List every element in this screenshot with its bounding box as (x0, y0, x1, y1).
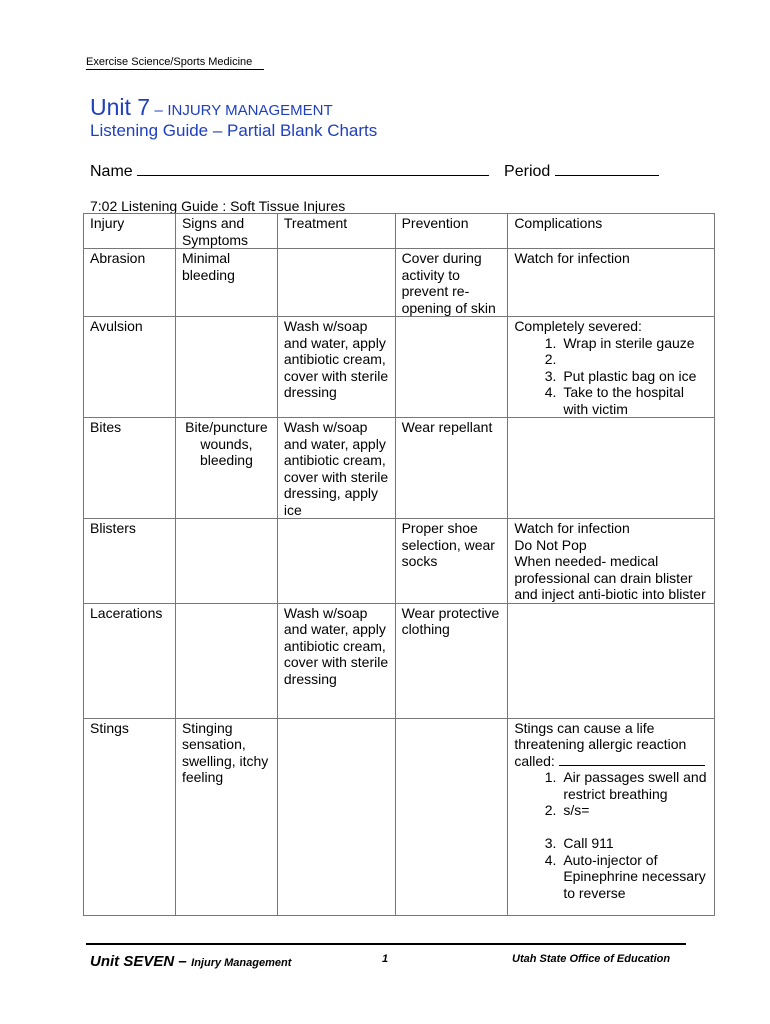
list-item: 4. Auto-injector of Epinephrine necessary to reverse (560, 852, 708, 902)
complication-line: Watch for infection (514, 520, 630, 536)
complications-intro (514, 720, 708, 770)
list-item: 3. Call 911 (560, 835, 708, 852)
cell-complications (508, 418, 715, 519)
header-treatment: Treatment (277, 214, 395, 249)
period-label: Period (504, 163, 551, 180)
cell-complications (508, 718, 715, 915)
footer-divider (86, 943, 686, 945)
list-item: 3. Put plastic bag on ice (560, 368, 708, 385)
unit-title (90, 94, 333, 121)
complications-list-continued (514, 835, 708, 901)
cell-treatment (277, 249, 395, 317)
cell-treatment: Wash w/soap and water, apply antibiotic cream, cover with sterile dressing (277, 317, 395, 418)
cell-prevention: Cover during activity to prevent re-opening of skin (395, 249, 508, 317)
cell-injury: Blisters (84, 519, 176, 604)
complications-list (514, 769, 708, 819)
cell-prevention (395, 718, 508, 915)
complication-line: Do Not Pop (514, 536, 587, 553)
cell-complications (508, 519, 715, 604)
cell-signs (175, 519, 277, 604)
complications-intro: Completely severed: (514, 318, 642, 334)
header-prevention: Prevention (395, 214, 508, 249)
cell-injury: Abrasion (84, 249, 176, 317)
footer-page-number: 1 (382, 953, 389, 965)
list-item: 1. Wrap in sterile gauze (560, 335, 708, 352)
period-blank[interactable] (555, 161, 659, 176)
name-label: Name (90, 163, 133, 180)
page-subtitle: Listening Guide – Partial Blank Charts (90, 121, 378, 140)
cell-signs: Stinging sensation, swelling, itchy feeling (175, 718, 277, 915)
cell-signs: Minimal bleeding (175, 249, 277, 317)
name-period-row (90, 161, 659, 181)
reaction-blank[interactable] (559, 753, 705, 766)
cell-injury: Bites (84, 418, 176, 519)
cell-prevention (395, 317, 508, 418)
cell-treatment (277, 519, 395, 604)
list-item: 4. Take to the hospital with victim (560, 384, 708, 417)
footer-unit (90, 953, 291, 971)
cell-treatment (277, 718, 395, 915)
footer-unit-label: Unit SEVEN – (90, 953, 187, 970)
unit-dash: – (154, 102, 163, 119)
table-row-avulsion (84, 317, 715, 418)
table-row-abrasion (84, 249, 715, 317)
cell-complications: Watch for infection (508, 249, 715, 317)
footer-organization: Utah State Office of Education (512, 953, 671, 965)
list-item: 2. s/s= (560, 802, 708, 819)
complication-line: When needed- medical professional can drain blister and inject anti-biotic into blister (514, 553, 706, 602)
footer-topic: Injury Management (191, 957, 292, 969)
cell-injury: Avulsion (84, 317, 176, 418)
list-item: 1. Air passages swell and restrict breathing (560, 769, 708, 802)
header-injury: Injury (84, 214, 176, 249)
unit-number: Unit 7 (90, 94, 151, 120)
table-header-row (84, 214, 715, 249)
cell-prevention: Proper shoe selection, wear socks (395, 519, 508, 604)
cell-complications (508, 603, 715, 718)
cell-signs (175, 317, 277, 418)
unit-topic: INJURY MANAGEMENT (167, 102, 333, 119)
header-complications: Complications (508, 214, 715, 249)
header-signs: Signs and Symptoms (175, 214, 277, 249)
complications-list (514, 335, 708, 418)
guide-title: 7:02 Listening Guide : Soft Tissue Injures (90, 198, 346, 214)
injury-chart (83, 213, 715, 916)
cell-signs (175, 603, 277, 718)
cell-injury: Stings (84, 718, 176, 915)
complications-intro-text: Stings can cause a life threatening allergic reaction called: (514, 719, 687, 769)
table-row-stings (84, 718, 715, 915)
cell-signs: Bite/puncture wounds, bleeding (175, 418, 277, 519)
cell-injury: Lacerations (84, 603, 176, 718)
name-blank[interactable] (137, 161, 489, 176)
table-row-blisters (84, 519, 715, 604)
cell-prevention: Wear protective clothing (395, 603, 508, 718)
table-row-lacerations (84, 603, 715, 718)
cell-complications (508, 317, 715, 418)
table-row-bites (84, 418, 715, 519)
list-item-blank (560, 351, 708, 368)
cell-prevention: Wear repellant (395, 418, 508, 519)
cell-treatment: Wash w/soap and water, apply antibiotic cream, cover with sterile dressing, apply ice (277, 418, 395, 519)
course-header: Exercise Science/Sports Medicine (86, 56, 264, 70)
cell-treatment: Wash w/soap and water, apply antibiotic cream, cover with sterile dressing (277, 603, 395, 718)
